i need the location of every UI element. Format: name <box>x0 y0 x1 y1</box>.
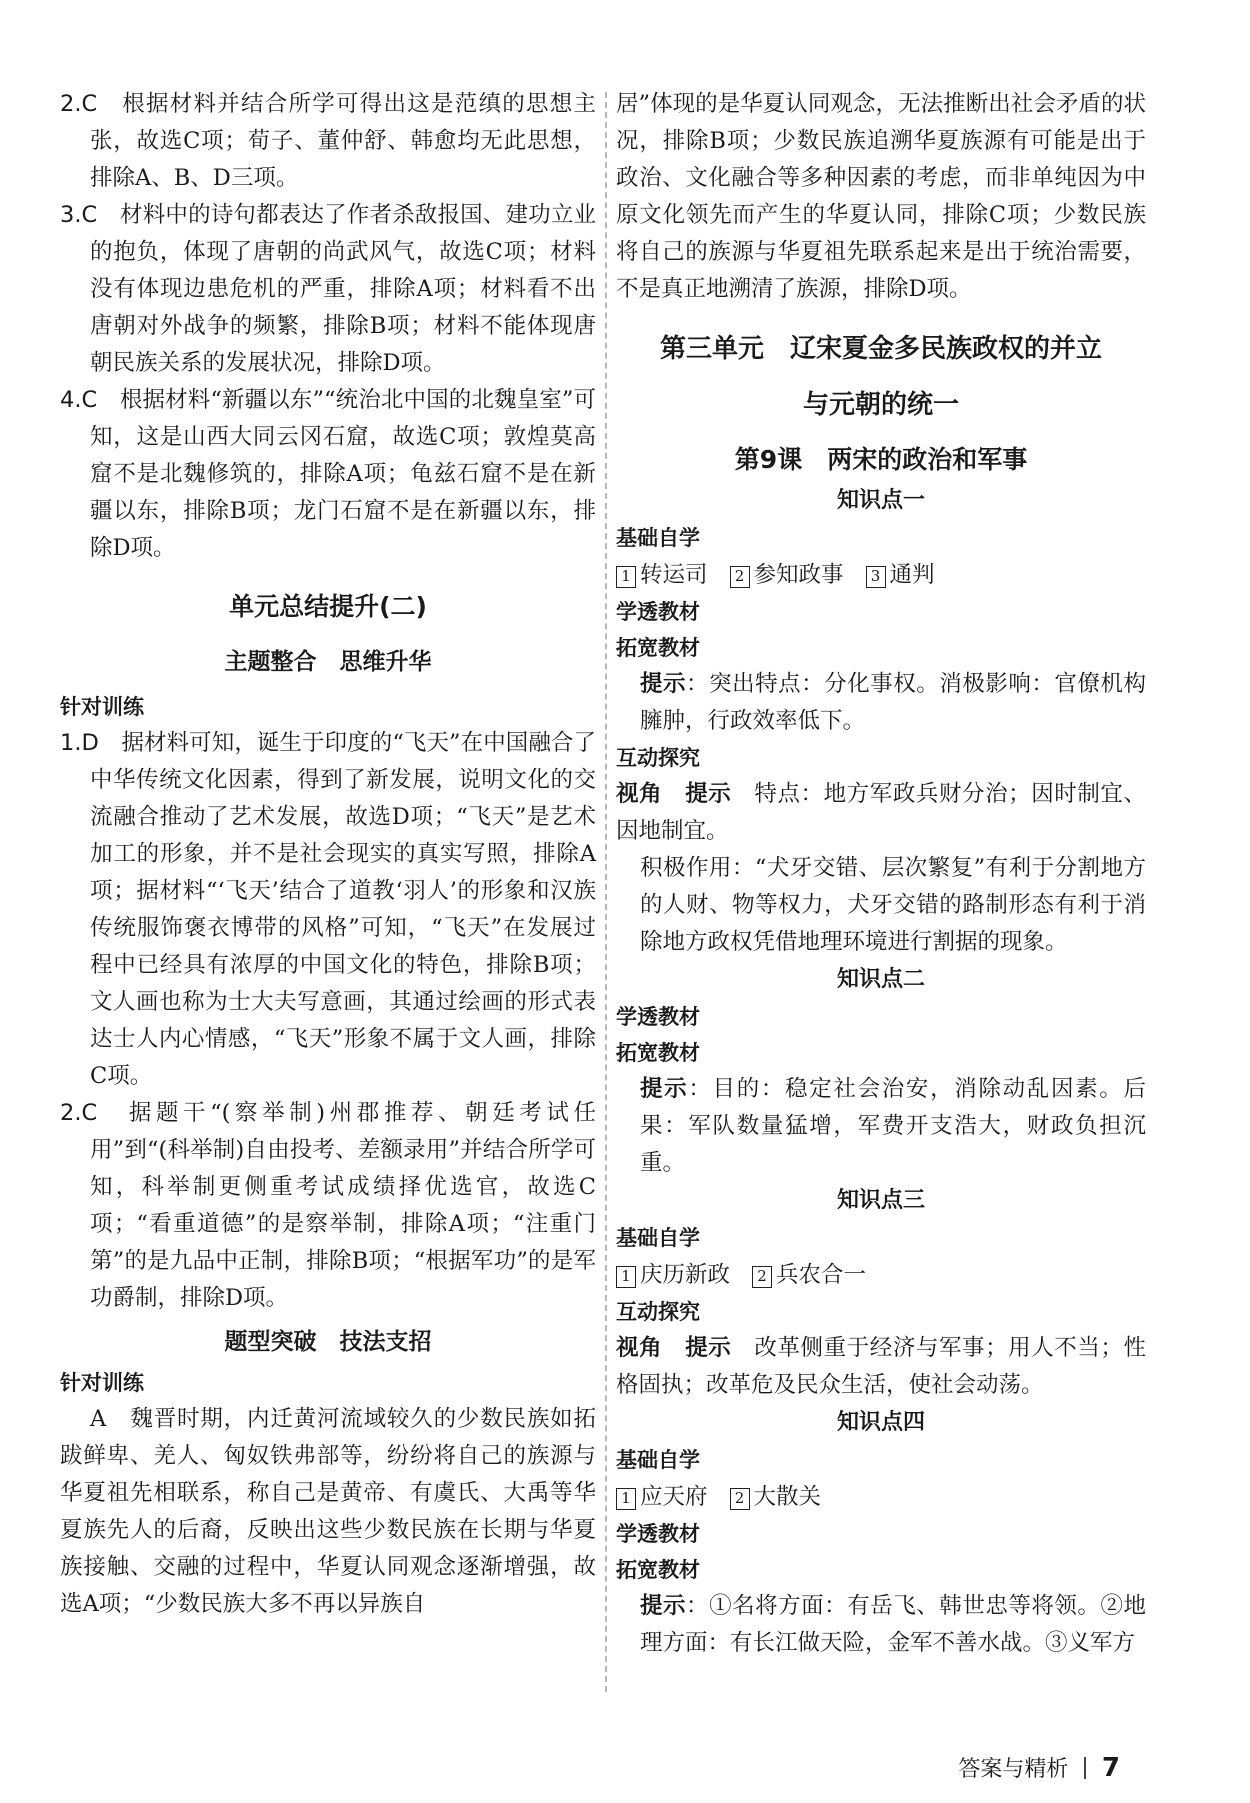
answer-paragraph: A 魏晋时期，内迁黄河流域较久的少数民族如拓跋鲜卑、羌人、匈奴铁弗部等，纷纷将自己的族源与华夏祖先相联系，称自己是黄帝、有虞氏、大禹等华夏族先人的后裔，反映出这些少数民族在长期与华夏族接触、交融的过程中，华夏认同观念逐渐增强，故选A项；“少数民族大多不再以异族自 <box>60 1406 596 1617</box>
unit-title-line2: 与元朝的统一 <box>802 390 959 420</box>
knowledge-point-title: 知识点三 <box>836 1188 925 1213</box>
continued-paragraph: 居”体现的是华夏认同观念，无法推断出社会矛盾的状况，排除B项；少数民族追溯华夏族源有可能是出于政治、文化融合等多种因素的考虑，而非单纯因为中原文化领先而产生的华夏认同，排除C项；少数民族将自己的族源与华夏祖先联系起来是出于统治需要，不是真正地溯清了族源，排除D项。 <box>616 91 1146 302</box>
number-box: 1 <box>616 566 636 588</box>
training-label: 针对训练 <box>60 695 144 719</box>
answer-item: 1.D 据材料可知，诞生于印度的“飞天”在中国融合了中华传统文化因素，得到了新发展，说明文化的交流融合推动了艺术发展，故选D项；“飞天”是艺术加工的形象，并不是社会现实的真实写照，排除A项；据材料“‘飞天’结合了道教‘羽人’的形象和汉族传统服饰褒衣博带的风格”可知，“飞天”在发展过程中已经具有浓厚的中国文化的特色，排除B项；文人画也称为士大夫写意画，其通过绘画的形式表达士人内心情感，“飞天”形象不属于文人画，排除C项。 <box>60 730 596 1089</box>
interactive-label: 互动探究 <box>616 1300 700 1324</box>
answer-boxes: 1 庆历新政 2 兵农合一 <box>616 1256 1146 1294</box>
view-paragraph-cont: 积极作用：“犬牙交错、层次繁复”有利于分割地方的人财、物等权力，犬牙交错的路制形态有利于消除地方政权凭借地理环境进行割据的现象。 <box>640 855 1146 955</box>
view-paragraph: 视角 提示 特点：地方军政兵财分治；因时制宜、因地制宜。 <box>616 781 1146 844</box>
number-box: 2 <box>730 1488 750 1510</box>
column-divider <box>605 92 607 1692</box>
learn-textbook-label: 学透教材 <box>616 600 700 624</box>
right-column <box>616 86 1146 1662</box>
answer-boxes: 1 应天府 2 大散关 <box>616 1478 1146 1516</box>
footer-label: 答案与精析 <box>958 1757 1069 1782</box>
expand-textbook-label: 拓宽教材 <box>616 1041 700 1065</box>
answer-item: 2.C 据题干“(察举制)州郡推荐、朝廷考试任用”到“(科举制)自由投考、差额录用”并结合所学可知，科举制更侧重考试成绩择优选官，故选C项；“看重道德”的是察举制，排除A项；“注重门第”的是九品中正制，排除B项；“根据军功”的是军功爵制，排除D项。 <box>60 1100 596 1311</box>
hint-paragraph: 提示：①名将方面：有岳飞、韩世忠等将领。②地理方面：有长江做天险，金军不善水战。③义军方 <box>640 1593 1146 1656</box>
unit-summary-title: 单元总结提升(二) <box>229 592 427 621</box>
number-box: 2 <box>730 566 750 588</box>
unit-title: 第三单元 辽宋夏金多民族政权的并立 <box>659 334 1102 364</box>
page-number: 7 <box>1101 1753 1120 1783</box>
hint-paragraph: 提示：目的：稳定社会治安，消除动乱因素。后果：军队数量猛增，军费开支浩大，财政负担沉重。 <box>640 1076 1146 1176</box>
view-paragraph: 视角 提示 改革侧重于经济与军事；用人不当；性格固执；改革危及民众生活，使社会动荡。 <box>616 1335 1146 1398</box>
basic-study-label: 基础自学 <box>616 526 700 550</box>
number-box: 1 <box>616 1266 636 1288</box>
expand-textbook-label: 拓宽教材 <box>616 1558 700 1582</box>
answer-item: 3.C 材料中的诗句都表达了作者杀敌报国、建功立业的抱负，体现了唐朝的尚武风气，故选C项；材料没有体现边患危机的严重，排除A项；材料看不出唐朝对外战争的频繁，排除B项；材料不能体现唐朝民族关系的发展状况，排除D项。 <box>60 202 596 376</box>
answer-item: 4.C 根据材料“新疆以东”“统治北中国的北魏皇室”可知，这是山西大同云冈石窟，故选C项；敦煌莫高窟不是北魏修筑的，排除A项；龟兹石窟不是在新疆以东，排除B项；龙门石窟不是在新疆以东，排除D项。 <box>60 387 596 561</box>
page-footer <box>958 1752 1120 1783</box>
answer-item: 2.C 根据材料并结合所学可得出这是范缜的思想主张，故选C项；荀子、董仲舒、韩愈均无此思想，排除A、B、D三项。 <box>60 91 596 191</box>
answer-boxes: 1 转运司 2 参知政事 3 通判 <box>616 556 1146 594</box>
left-column <box>60 86 596 1623</box>
expand-textbook-label: 拓宽教材 <box>616 636 700 660</box>
section-title: 主题整合 思维升华 <box>224 649 432 675</box>
basic-study-label: 基础自学 <box>616 1226 700 1250</box>
knowledge-point-title: 知识点一 <box>836 488 925 513</box>
footer-separator <box>1084 1757 1086 1779</box>
number-box: 1 <box>616 1488 636 1510</box>
hint-paragraph: 提示：突出特点：分化事权。消极影响：官僚机构臃肿，行政效率低下。 <box>640 671 1146 734</box>
training-label: 针对训练 <box>60 1371 144 1395</box>
learn-textbook-label: 学透教材 <box>616 1522 700 1546</box>
section-title: 题型突破 技法支招 <box>224 1329 432 1355</box>
knowledge-point-title: 知识点四 <box>836 1410 925 1435</box>
interactive-label: 互动探究 <box>616 746 700 770</box>
lesson-title: 第9课 两宋的政治和军事 <box>734 445 1028 474</box>
basic-study-label: 基础自学 <box>616 1448 700 1472</box>
number-box: 3 <box>866 566 886 588</box>
number-box: 2 <box>752 1266 772 1288</box>
learn-textbook-label: 学透教材 <box>616 1005 700 1029</box>
knowledge-point-title: 知识点二 <box>836 967 925 992</box>
